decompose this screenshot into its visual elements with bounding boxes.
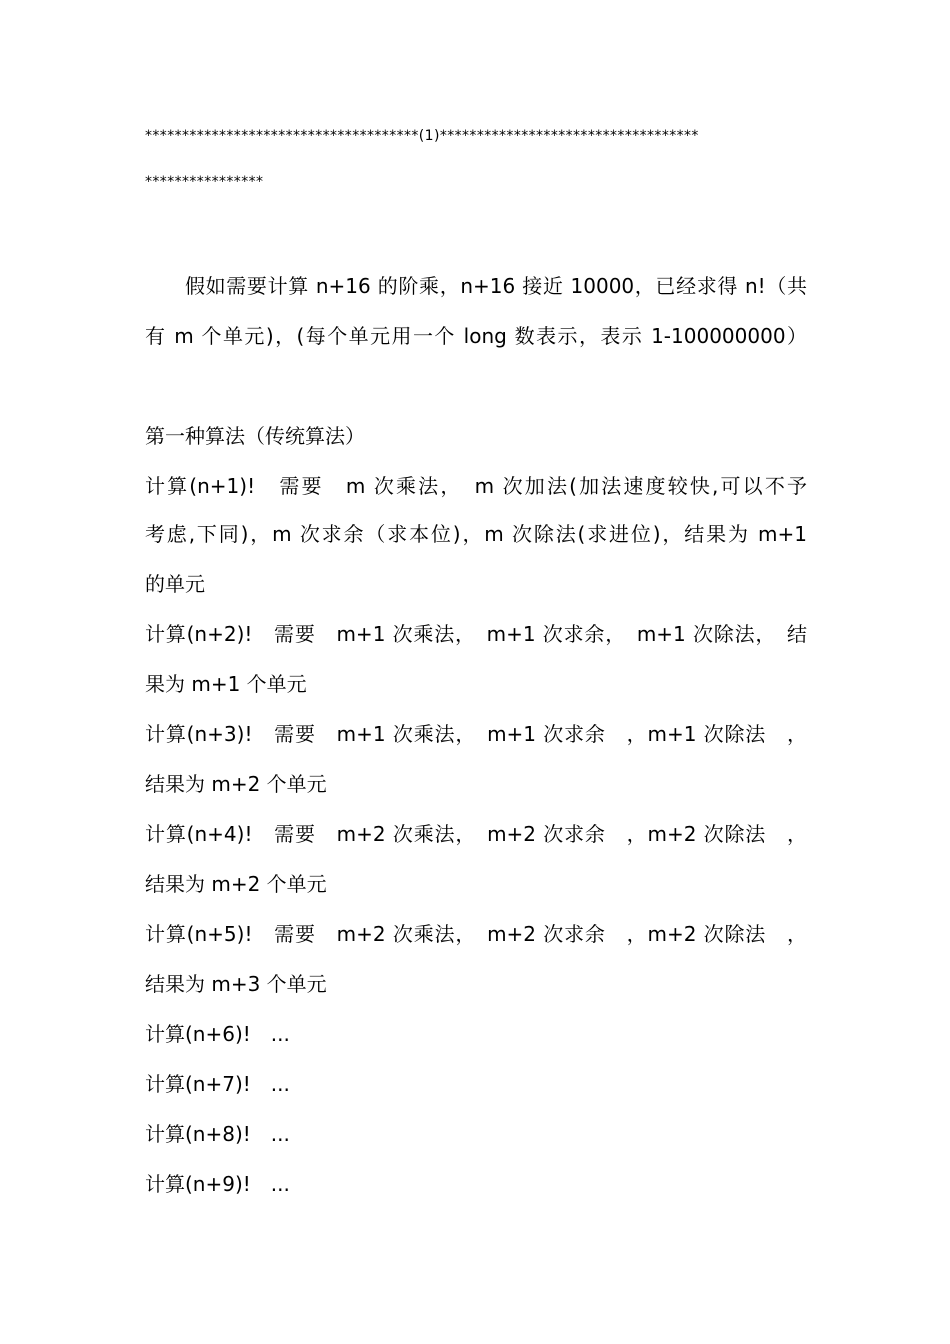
step-8: 计算(n+8)! ... (145, 1122, 290, 1146)
intro-line-2: 有 m 个单元)，(每个单元用一个 long 数表示，表示 1-100000000） (145, 324, 807, 348)
step-1-line-3: 的单元 (145, 572, 205, 596)
section-title: 第一种算法（传统算法） (145, 424, 365, 448)
separator-line-2: **************** (145, 174, 264, 190)
step-9: 计算(n+9)! ... (145, 1172, 290, 1196)
step-2-line-1: 计算(n+2)! 需要 m+1 次乘法， m+1 次求余， m+1 次除法， 结 (145, 622, 807, 646)
intro-line-1: 假如需要计算 n+16 的阶乘，n+16 接近 10000，已经求得 n!（共 (185, 274, 807, 298)
step-2-line-2: 果为 m+1 个单元 (145, 672, 307, 696)
step-3-line-2: 结果为 m+2 个单元 (145, 772, 327, 796)
step-4-line-2: 结果为 m+2 个单元 (145, 872, 327, 896)
step-6: 计算(n+6)! ... (145, 1022, 290, 1046)
step-7: 计算(n+7)! ... (145, 1072, 290, 1096)
step-3-line-1: 计算(n+3)! 需要 m+1 次乘法， m+1 次求余 ，m+1 次除法 ， (145, 722, 807, 746)
step-1-line-1: 计算(n+1)! 需要 m 次乘法， m 次加法(加法速度较快,可以不予 (145, 474, 807, 498)
step-5-line-2: 结果为 m+3 个单元 (145, 972, 327, 996)
separator-line-1: *************************************(1)*********************************** (145, 128, 699, 144)
document-page (145, 0, 807, 1344)
step-1-line-2: 考虑,下同)，m 次求余（求本位)，m 次除法(求进位)，结果为 m+1 (145, 522, 807, 546)
step-5-line-1: 计算(n+5)! 需要 m+2 次乘法， m+2 次求余 ，m+2 次除法 ， (145, 922, 807, 946)
step-4-line-1: 计算(n+4)! 需要 m+2 次乘法， m+2 次求余 ，m+2 次除法 ， (145, 822, 807, 846)
